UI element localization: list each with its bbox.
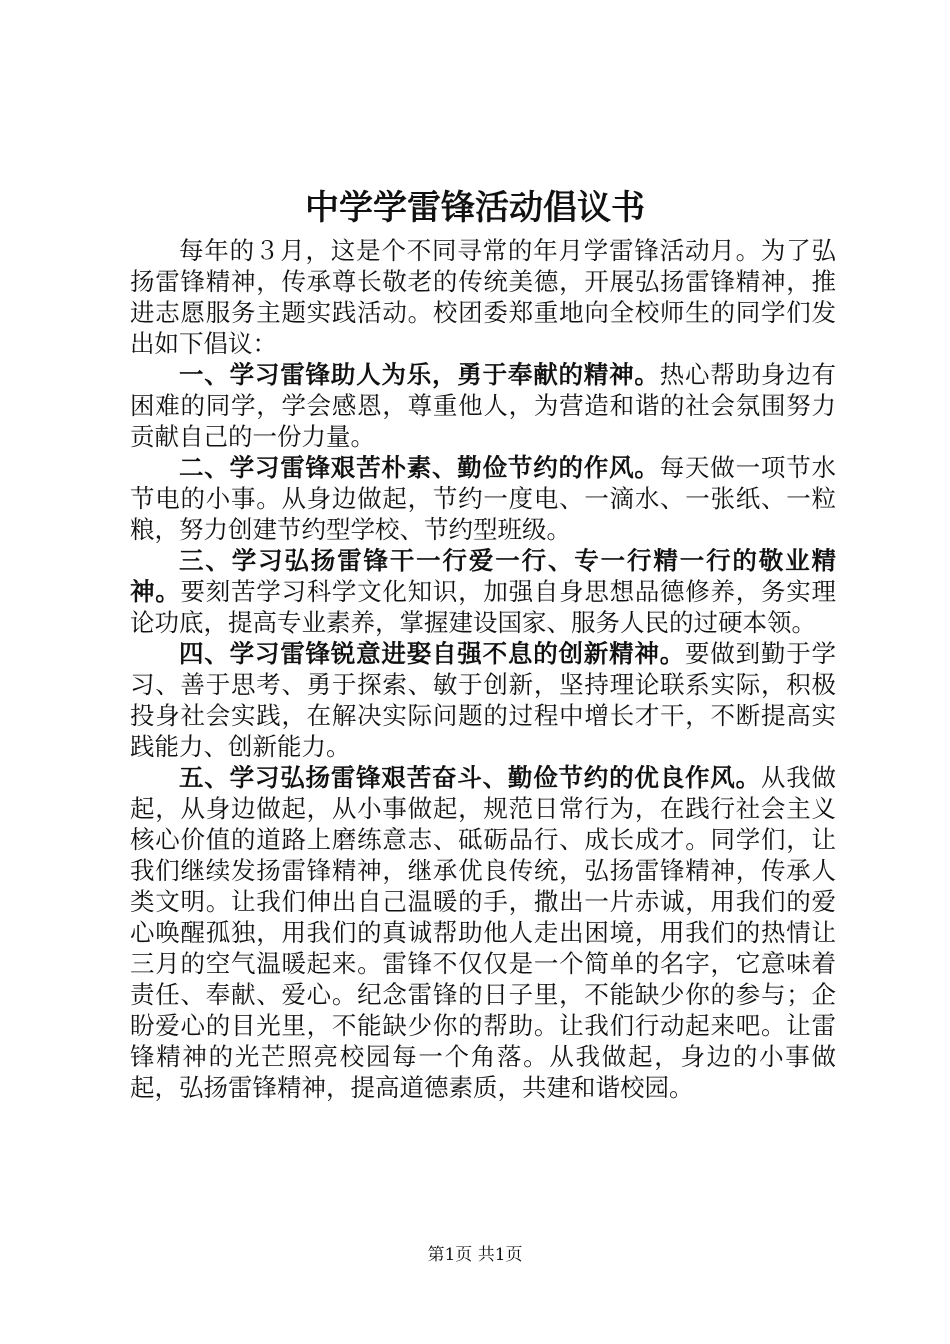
- proposal-paragraph-5: [130, 762, 836, 1103]
- paragraph-lead: 四、学习雷锋锐意进娶自强不息的创新精神。: [179, 639, 685, 668]
- proposal-paragraph-1: [130, 359, 836, 452]
- proposal-paragraph-4: [130, 638, 836, 762]
- paragraph-text: 要刻苦学习科学文化知识，加强自身思想品德修养，务实理论功底，提高专业素养，掌握建设国家、服务人民的过硬本领。: [130, 577, 837, 637]
- paragraph-lead: 三、学习弘扬雷锋干一行爱一行、专一行精一行的敬业精神。: [130, 546, 836, 606]
- paragraph-text: 从我做起，从身边做起，从小事做起，规范日常行为，在践行社会主义核心价值的道路上磨练意志、砥砺品行、成长成才。同学们，让我们继续发扬雷锋精神，继承优良传统，弘扬雷锋精神，传承人类文明。让我们伸出自己温暖的手，撒出一片赤诚，用我们的爱心唤醒孤独，用我们的真诚帮助他人走出困境，用我们的热情让三月的空气温暖起来。雷锋不仅仅是一个简单的名字，它意味着责任、奉献、爱心。纪念雷锋的日子里，不能缺少你的参与；企盼爱心的目光里，不能缺少你的帮助。让我们行动起来吧。让雷锋精神的光芒照亮校园每一个角落。从我做起，身边的小事做起，弘扬雷锋精神，提高道德素质，共建和谐校园。: [130, 763, 837, 1102]
- paragraph-lead: 五、学习弘扬雷锋艰苦奋斗、勤俭节约的优良作风。: [179, 763, 761, 792]
- page-title: 中学学雷锋活动倡议书: [305, 188, 645, 228]
- page-footer: 第1页 共1页: [427, 1245, 523, 1265]
- proposal-paragraph-2: [130, 452, 836, 545]
- paragraph-text: 要做到勤于学习、善于思考、勇于探索、敏于创新，坚持理论联系实际，积极投身社会实践，在解决实际问题的过程中增长才干，不断提高实践能力、创新能力。: [130, 639, 836, 761]
- proposal-paragraph-3: [130, 545, 836, 638]
- paragraph-text: 每年的３月，这是个不同寻常的年月学雷锋活动月。为了弘扬雷锋精神，传承尊长敬老的传统美德，开展弘扬雷锋精神，推进志愿服务主题实践活动。校团委郑重地向全校师生的同学们发出如下倡议：: [130, 236, 836, 358]
- intro-paragraph: [130, 235, 836, 359]
- paragraph-text: 热心帮助身边有困难的同学，学会感恩，尊重他人，为营造和谐的社会氛围努力贡献自己的一份力量。: [130, 360, 837, 451]
- paragraph-lead: 一、学习雷锋助人为乐，勇于奉献的精神。: [179, 360, 660, 389]
- document-body: [130, 235, 836, 1103]
- paragraph-lead: 二、学习雷锋艰苦朴素、勤俭节约的作风。: [179, 453, 660, 482]
- paragraph-text: 每天做一项节水节电的小事。从身边做起，节约一度电、一滴水、一张纸、一粒粮，努力创建节约型学校、节约型班级。: [130, 453, 837, 544]
